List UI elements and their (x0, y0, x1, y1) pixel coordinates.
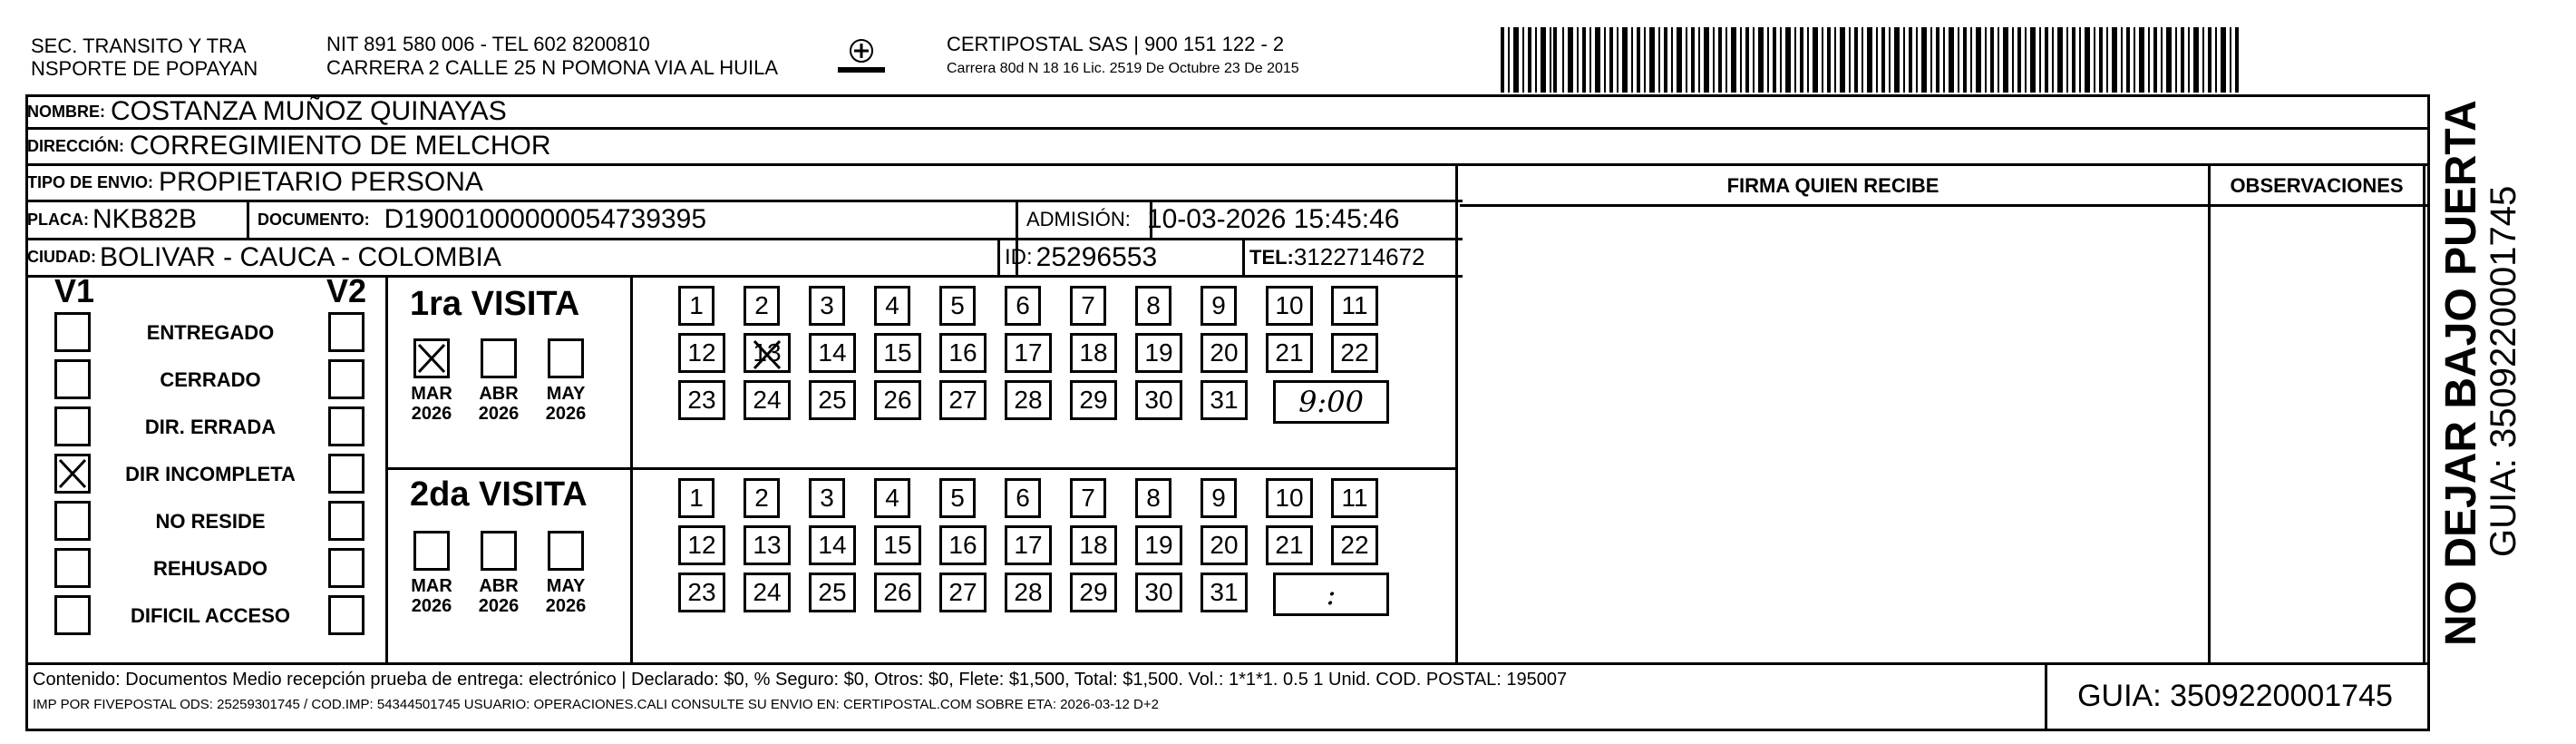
nombre-value: COSTANZA MUÑOZ QUINAYAS (111, 96, 507, 126)
rule (25, 662, 2430, 665)
month-name: MAY (546, 384, 586, 404)
status-label: REHUSADO (153, 557, 267, 580)
nombre-row (27, 94, 507, 129)
license-line: Carrera 80d N 18 16 Lic. 2519 De Octubre 23 De 2015 (947, 61, 1299, 76)
second-visit-day-box[interactable]: 21 (1266, 525, 1313, 565)
id-field (1005, 240, 1157, 275)
month-year: 2026 (478, 404, 520, 424)
first-visit-day-box[interactable]: 4 (874, 286, 910, 326)
second-visit-day-box[interactable]: 7 (1070, 478, 1106, 518)
tel-value: 3122714672 (1293, 243, 1425, 270)
rule (2423, 163, 2425, 662)
first-visit-day-box[interactable]: 27 (939, 380, 987, 420)
v1-checkbox[interactable] (54, 501, 91, 541)
second-visit-day-box[interactable]: 3 (809, 478, 845, 518)
second-visit-day-box[interactable]: 1 (678, 478, 714, 518)
observations-area[interactable] (2211, 207, 2423, 661)
v1-checkbox[interactable] (54, 406, 91, 446)
second-visit-day-box[interactable]: 23 (678, 573, 725, 612)
barcode (1501, 27, 2240, 93)
first-visit-day-box[interactable]: 13 (744, 333, 791, 373)
status-label: DIR. ERRADA (144, 416, 277, 438)
month-year: 2026 (545, 404, 587, 424)
placa-value: NKB82B (92, 204, 198, 234)
second-visit-month-label (404, 576, 459, 616)
second-visit-day-box[interactable]: 22 (1331, 525, 1378, 565)
first-visit-day-box[interactable]: 10 (1266, 286, 1313, 326)
first-visit-day-box[interactable]: 7 (1070, 286, 1106, 326)
first-visit-day-box[interactable]: 11 (1331, 286, 1378, 326)
first-visit-day-box[interactable]: 3 (809, 286, 845, 326)
side-warning: NO DEJAR BAJO PUERTA (2437, 100, 2485, 646)
v1-checkbox[interactable] (54, 548, 91, 588)
second-visit-day-box[interactable]: 10 (1266, 478, 1313, 518)
second-visit-day-box[interactable]: 14 (809, 525, 856, 565)
v2-checkbox[interactable] (328, 595, 365, 635)
first-visit-day-box[interactable]: 28 (1005, 380, 1052, 420)
footer-print-info: IMP POR FIVEPOSTAL ODS: 25259301745 / COD.IMP: 54344501745 USUARIO: OPERACIONES.CALI CONSULTE SU ENVIO EN: CERTIPOSTAL.COM SOBRE ETA: 2026-03-12 D+2 (33, 697, 1159, 712)
second-visit-day-box[interactable]: 4 (874, 478, 910, 518)
company-line: CERTIPOSTAL SAS | 900 151 122 - 2 (947, 33, 1285, 55)
admision-field (1026, 201, 1399, 238)
documento-value: D19001000000054739395 (384, 204, 707, 234)
second-visit-day-box[interactable]: 27 (939, 573, 987, 612)
month-year: 2026 (545, 596, 587, 616)
second-visit-month-label (539, 576, 593, 616)
first-visit-day-box[interactable]: 20 (1201, 333, 1248, 373)
second-visit-day-box[interactable]: 16 (939, 525, 987, 565)
direccion-row (27, 129, 551, 163)
second-visit-day-box[interactable]: 12 (678, 525, 725, 565)
id-label: ID: (1005, 244, 1033, 269)
rule (385, 467, 1457, 470)
status-label: DIR INCOMPLETA (125, 463, 296, 485)
sender-address: CARRERA 2 CALLE 25 N POMONA VIA AL HUILA (326, 56, 779, 79)
second-visit-title: 2da VISITA (410, 475, 588, 514)
first-visit-day-box[interactable]: 12 (678, 333, 725, 373)
v2-checkbox[interactable] (328, 548, 365, 588)
ciudad-row (27, 240, 501, 275)
second-visit-day-box[interactable]: 5 (939, 478, 976, 518)
admision-value: 10-03-2026 15:45:46 (1146, 204, 1400, 234)
tipo-value: PROPIETARIO PERSONA (159, 167, 483, 197)
observaciones-header: OBSERVACIONES (2230, 174, 2404, 197)
direccion-value: CORREGIMIENTO DE MELCHOR (130, 131, 551, 161)
ciudad-label: CIUDAD: (27, 248, 96, 266)
first-visit-day-box[interactable]: 17 (1005, 333, 1052, 373)
v1-checkbox[interactable] (54, 454, 91, 494)
placa-label: PLACA: (27, 210, 89, 229)
second-visit-day-box[interactable]: 11 (1331, 478, 1378, 518)
status-label: ENTREGADO (146, 321, 275, 344)
tipo-row (27, 165, 483, 200)
first-visit-month-checkbox[interactable] (413, 338, 450, 378)
status-label: CERRADO (160, 368, 261, 391)
first-visit-day-box[interactable]: 31 (1201, 380, 1248, 420)
second-visit-day-box[interactable]: 26 (874, 573, 921, 612)
first-visit-day-box[interactable]: 14 (809, 333, 856, 373)
tel-field (1249, 240, 1425, 275)
tel-label: TEL: (1249, 245, 1294, 269)
footer-guia: GUIA: 3509220001745 (2077, 679, 2393, 713)
footer-contents: Contenido: Documentos Medio recepción prueba de entrega: electrónico | Declarado: $0, % Seguro: $0, Otros: $0, Flete: $1,500, Total: $1,500. Vol.: 1*1*1. 0.5 1 Unid. COD. POSTAL: 195007 (33, 670, 1568, 690)
first-visit-day-box[interactable]: 24 (744, 380, 791, 420)
second-visit-day-box[interactable]: 30 (1135, 573, 1182, 612)
rule (1242, 238, 1245, 275)
month-name: ABR (479, 384, 519, 404)
second-visit-day-box[interactable]: 9 (1201, 478, 1237, 518)
id-value: 25296553 (1035, 241, 1158, 272)
admision-label: ADMISIÓN: (1026, 208, 1131, 230)
second-visit-month-label (471, 576, 526, 616)
second-visit-month-checkbox[interactable] (481, 531, 517, 571)
second-visit-day-box[interactable]: 19 (1135, 525, 1182, 565)
first-visit-day-box[interactable]: 19 (1135, 333, 1182, 373)
first-visit-time-box[interactable]: 9:00 (1273, 380, 1389, 424)
status-label: DIFICIL ACCESO (130, 604, 290, 627)
ciudad-value: BOLIVAR - CAUCA - COLOMBIA (100, 241, 501, 272)
v1-checkbox[interactable] (54, 359, 91, 399)
tipo-label: TIPO DE ENVIO: (27, 172, 154, 191)
first-visit-day-box[interactable]: 25 (809, 380, 856, 420)
first-visit-month-checkbox[interactable] (548, 338, 584, 378)
status-label: NO RESIDE (155, 510, 266, 533)
second-visit-day-box[interactable]: 6 (1005, 478, 1041, 518)
rule (25, 275, 1463, 278)
v2-checkbox[interactable] (328, 406, 365, 446)
v2-checkbox[interactable] (328, 359, 365, 399)
second-visit-day-box[interactable]: 31 (1201, 573, 1248, 612)
first-visit-day-box[interactable]: 8 (1135, 286, 1171, 326)
sender-name-line2: NSPORTE DE POPAYAN (31, 57, 258, 80)
second-visit-day-box[interactable]: 13 (744, 525, 791, 565)
v2-label: V2 (326, 272, 367, 309)
month-name: MAY (546, 576, 586, 596)
second-visit-day-box[interactable]: 2 (744, 478, 780, 518)
second-visit-day-box[interactable]: 15 (874, 525, 921, 565)
first-visit-day-box[interactable]: 15 (874, 333, 921, 373)
first-visit-day-box[interactable]: 1 (678, 286, 714, 326)
second-visit-day-box[interactable]: 17 (1005, 525, 1052, 565)
sender-nit: NIT 891 580 006 - TEL 602 8200810 (326, 33, 650, 55)
direccion-label: DIRECCIÓN: (27, 136, 124, 155)
first-visit-day-box[interactable]: 29 (1070, 380, 1117, 420)
first-visit-day-box[interactable]: 2 (744, 286, 780, 326)
second-visit-day-box[interactable]: 29 (1070, 573, 1117, 612)
first-visit-day-box[interactable]: 22 (1331, 333, 1378, 373)
second-visit-day-box[interactable]: 24 (744, 573, 791, 612)
month-year: 2026 (478, 596, 520, 616)
first-visit-day-box[interactable]: 16 (939, 333, 987, 373)
month-year: 2026 (411, 596, 452, 616)
first-visit-title: 1ra VISITA (410, 285, 580, 323)
documento-label: DOCUMENTO: (258, 210, 370, 229)
sender-name-line1: SEC. TRANSITO Y TRA (31, 34, 247, 57)
v2-checkbox[interactable] (328, 312, 365, 352)
second-visit-month-checkbox[interactable] (548, 531, 584, 571)
first-visit-month-checkbox[interactable] (481, 338, 517, 378)
first-visit-day-box[interactable]: 9 (1201, 286, 1237, 326)
first-visit-day-box[interactable]: 23 (678, 380, 725, 420)
second-visit-day-box[interactable]: 20 (1201, 525, 1248, 565)
side-guia: GUIA: 3509220001745 (2484, 185, 2523, 557)
first-visit-day-box[interactable]: 30 (1135, 380, 1182, 420)
second-visit-day-box[interactable]: 8 (1135, 478, 1171, 518)
month-name: MAR (411, 384, 452, 404)
first-visit-day-box[interactable]: 21 (1266, 333, 1313, 373)
second-visit-time-box[interactable]: : (1273, 573, 1389, 616)
second-visit-day-box[interactable]: 18 (1070, 525, 1117, 565)
first-visit-day-box[interactable]: 6 (1005, 286, 1041, 326)
v1-checkbox[interactable] (54, 595, 91, 635)
second-visit-day-box[interactable]: 28 (1005, 573, 1052, 612)
v1-label: V1 (54, 272, 95, 309)
first-visit-day-box[interactable]: 26 (874, 380, 921, 420)
first-visit-month-label (471, 384, 526, 424)
month-name: MAR (411, 576, 452, 596)
first-visit-day-box[interactable]: 18 (1070, 333, 1117, 373)
documento-field (258, 201, 706, 238)
firma-header: FIRMA QUIEN RECIBE (1726, 174, 1939, 197)
signature-area[interactable] (1458, 207, 2208, 661)
placa-row (27, 201, 197, 238)
certipostal-logo (834, 33, 889, 78)
first-visit-month-label (404, 384, 459, 424)
rule (997, 238, 1000, 275)
nombre-label: NOMBRE: (27, 102, 105, 121)
month-name: ABR (479, 576, 519, 596)
first-visit-day-box[interactable]: 5 (939, 286, 976, 326)
month-year: 2026 (411, 404, 452, 424)
v2-checkbox[interactable] (328, 454, 365, 494)
v2-checkbox[interactable] (328, 501, 365, 541)
rule (247, 200, 249, 238)
v1-checkbox[interactable] (54, 312, 91, 352)
first-visit-month-label (539, 384, 593, 424)
second-visit-month-checkbox[interactable] (413, 531, 450, 571)
second-visit-day-box[interactable]: 25 (809, 573, 856, 612)
